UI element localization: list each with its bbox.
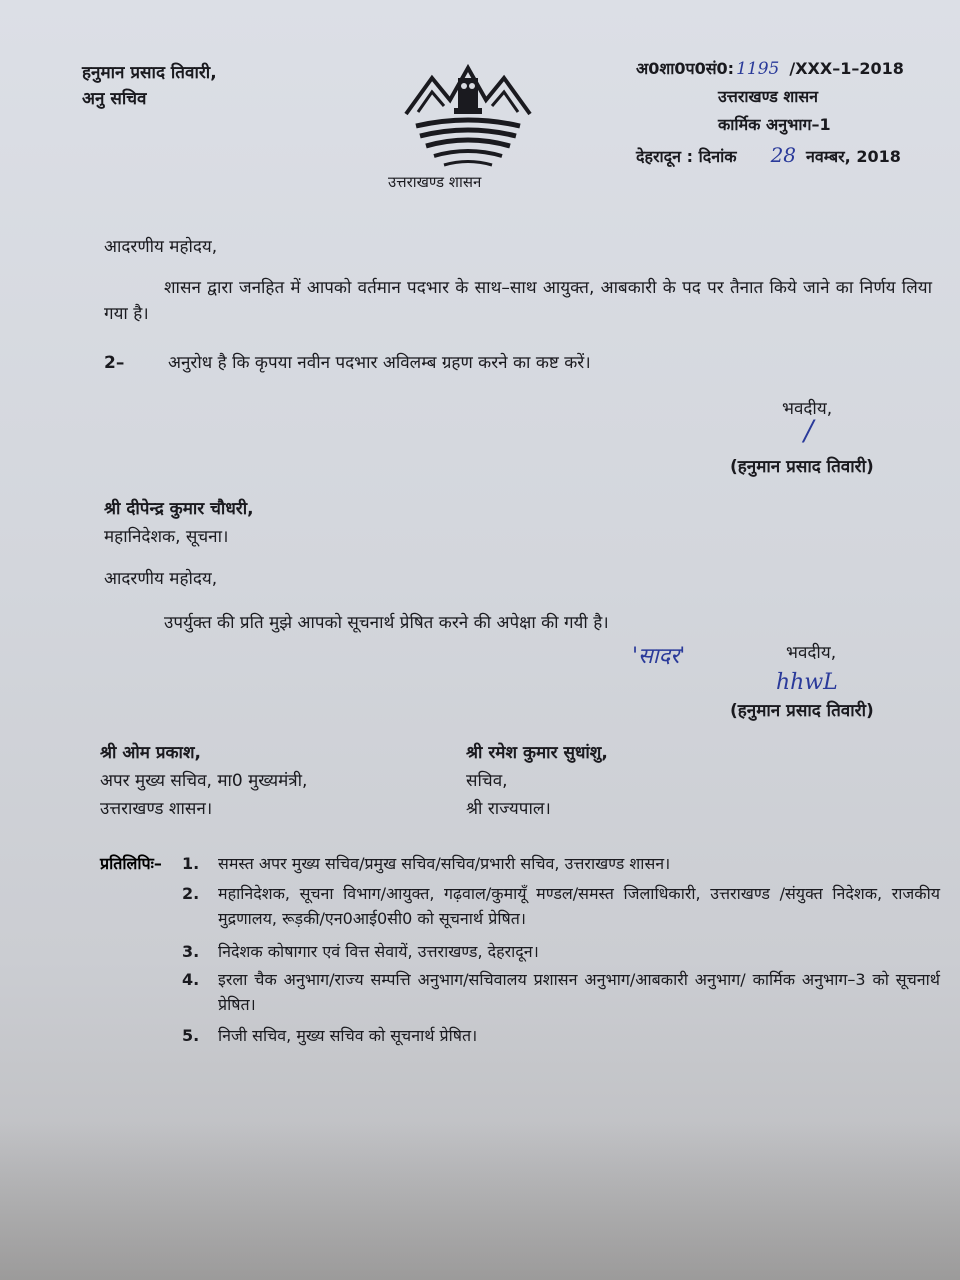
salutation: आदरणीय महोदय, [104, 237, 218, 257]
addressee-left-line2: उत्तराखण्ड शासन। [100, 799, 213, 819]
reference-number [636, 58, 904, 81]
copy-list-label: प्रतिलिपिः– [100, 854, 162, 873]
addressee-right-name: श्री रमेश कुमार सुधांशु, [466, 743, 608, 763]
logo-caption: उत्तराखण्ड शासन [388, 173, 482, 191]
salutation-2: आदरणीय महोदय, [104, 569, 218, 589]
letter-date [636, 142, 901, 169]
recipient-name: श्री दीपेन्द्र कुमार चौधरी, [104, 499, 254, 519]
closing: भवदीय, [782, 399, 833, 419]
signatory: (हनुमान प्रसाद तिवारी) [730, 457, 874, 477]
body-paragraph-3: उपर्युक्त की प्रति मुझे आपको सूचनार्थ प्रेषित करने की अपेक्षा की गयी है। [164, 613, 609, 633]
list-item-number: 3. [182, 942, 200, 961]
sd-handwritten-note: 'सादर' [632, 644, 686, 669]
list-item-number: 2. [182, 884, 200, 903]
page-shadow [0, 1120, 960, 1280]
list-item-text: निजी सचिव, मुख्य सचिव को सूचनार्थ प्रेषित। [218, 1026, 478, 1045]
signatory-2: (हनुमान प्रसाद तिवारी) [730, 701, 874, 721]
addressee-right-line1: सचिव, [466, 771, 508, 791]
addressee-left-name: श्री ओम प्रकाश, [100, 743, 201, 763]
list-item-text: समस्त अपर मुख्य सचिव/प्रमुख सचिव/सचिव/प्रभारी सचिव, उत्तराखण्ड शासन। [218, 854, 671, 873]
department-name: कार्मिक अनुभाग–1 [718, 115, 831, 134]
uttarakhand-emblem-icon [398, 62, 538, 174]
government-name: उत्तराखण्ड शासन [718, 87, 819, 106]
sender-name: हनुमान प्रसाद तिवारी, [82, 63, 217, 83]
ref-suffix: /XXX–1–2018 [789, 59, 904, 78]
signature-mark: / [804, 414, 814, 447]
date-handwritten-day: 28 [770, 143, 797, 167]
date-suffix: नवम्बर, 2018 [806, 147, 901, 166]
list-item-text: इरला चैक अनुभाग/राज्य सम्पत्ति अनुभाग/सचिवालय प्रशासन अनुभाग/आबकारी अनुभाग/ कार्मिक अनुभाग–3 को सूचनार्थ प्रेषित। [218, 970, 940, 1014]
addressee-left-line1: अपर मुख्य सचिव, मा0 मुख्यमंत्री, [100, 771, 308, 791]
list-item-number: 4. [182, 970, 200, 989]
body-paragraph-1: शासन द्वारा जनहित में आपको वर्तमान पदभार के साथ–साथ आयुक्त, आबकारी के पद पर तैनात किये जाने का निर्णय लिया गया है। [104, 278, 932, 324]
ref-handwritten-number: 1195 [736, 59, 780, 79]
closing-2: भवदीय, [786, 643, 837, 663]
signature-2: hhwL [776, 670, 838, 695]
addressee-right-line2: श्री राज्यपाल। [466, 799, 551, 819]
recipient-designation: महानिदेशक, सूचना। [104, 527, 229, 547]
list-item-number: 5. [182, 1026, 200, 1045]
body-paragraph-2: अनुरोध है कि कृपया नवीन पदभार अविलम्ब ग्रहण करने का कष्ट करें। [168, 353, 591, 373]
paragraph-2-number: 2– [104, 353, 125, 373]
ref-prefix: अ0शा0प0सं0: [636, 59, 735, 78]
sender-designation: अनु सचिव [82, 89, 147, 109]
list-item-text: महानिदेशक, सूचना विभाग/आयुक्त, गढ़वाल/कुमायूँ मण्डल/समस्त जिलाधिकारी, उत्तराखण्ड /संयुक्त निदेशक, राजकीय मुद्रणालय, रूड़की/एन0आई0सी0 को सूचनार्थ प्रेषित। [218, 884, 940, 928]
date-prefix: देहरादून : दिनांक [636, 147, 737, 166]
list-item-number: 1. [182, 854, 200, 873]
list-item-text: निदेशक कोषागार एवं वित्त सेवायें, उत्तराखण्ड, देहरादून। [218, 942, 539, 961]
